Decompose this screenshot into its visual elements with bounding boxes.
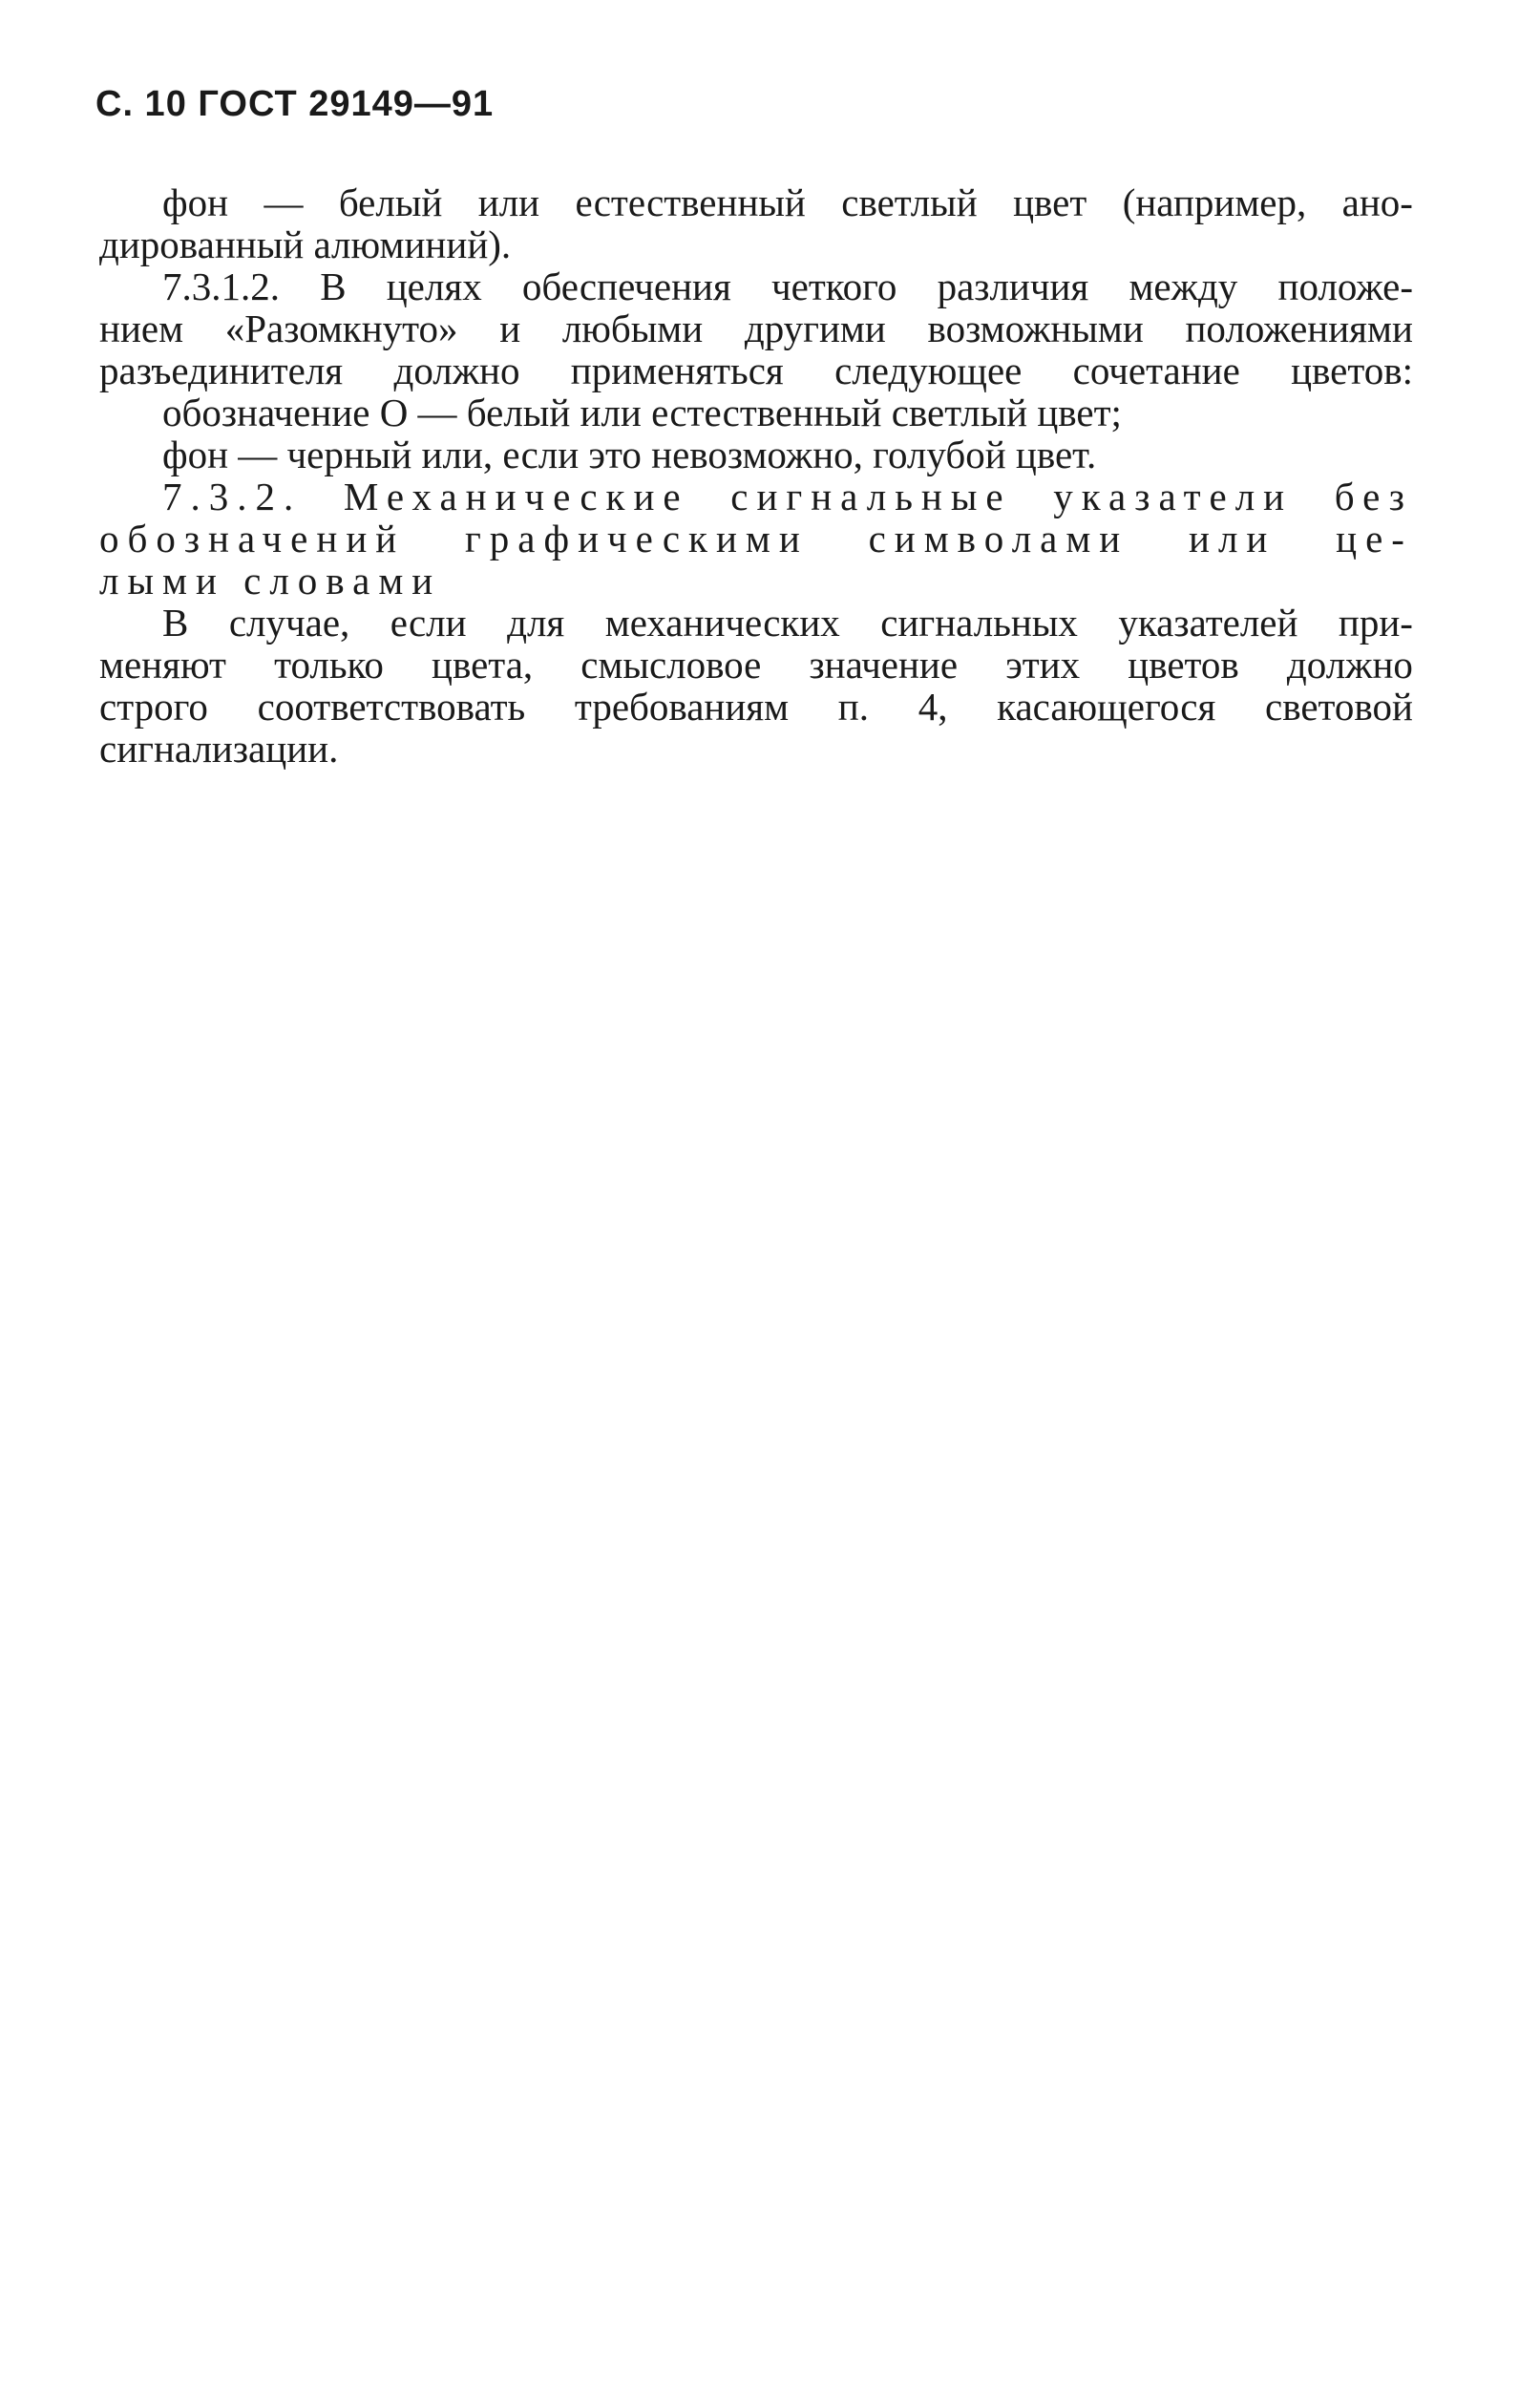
- text-line: фон — белый или естественный светлый цвет (например, ано-: [162, 180, 1413, 224]
- text-line: нием «Разомкнуто» и любыми другими возможными положениями: [99, 307, 1413, 350]
- text-line: фон — черный или, если это невозможно, голубой цвет.: [162, 433, 1097, 476]
- clause-7-3-2-heading-line: обозначений графическими символами или це-: [99, 517, 1413, 560]
- text-line: обозначение О — белый или естественный светлый цвет;: [162, 391, 1122, 434]
- page-header: С. 10 ГОСТ 29149—91: [95, 84, 495, 124]
- text-line: В случае, если для механических сигнальных указателей при-: [162, 601, 1413, 645]
- text-line: дированный алюминий).: [99, 222, 512, 266]
- clause-7-3-1-2-line: 7.3.1.2. В целях обеспечения четкого различия между положе-: [162, 264, 1413, 308]
- text-line: разъединителя должно применяться следующее сочетание цветов:: [99, 349, 1413, 392]
- document-body: [99, 181, 1413, 770]
- text-line: меняют только цвета, смысловое значение этих цветов должно: [99, 643, 1413, 687]
- text-line: сигнализации.: [99, 727, 339, 771]
- text-line: строго соответствовать требованиям п. 4, касающегося световой: [99, 685, 1413, 729]
- clause-7-3-2-heading-line: 7.3.2. Механические сигнальные указатели без: [162, 475, 1413, 518]
- clause-7-3-2-heading-line: лыми словами: [99, 559, 442, 603]
